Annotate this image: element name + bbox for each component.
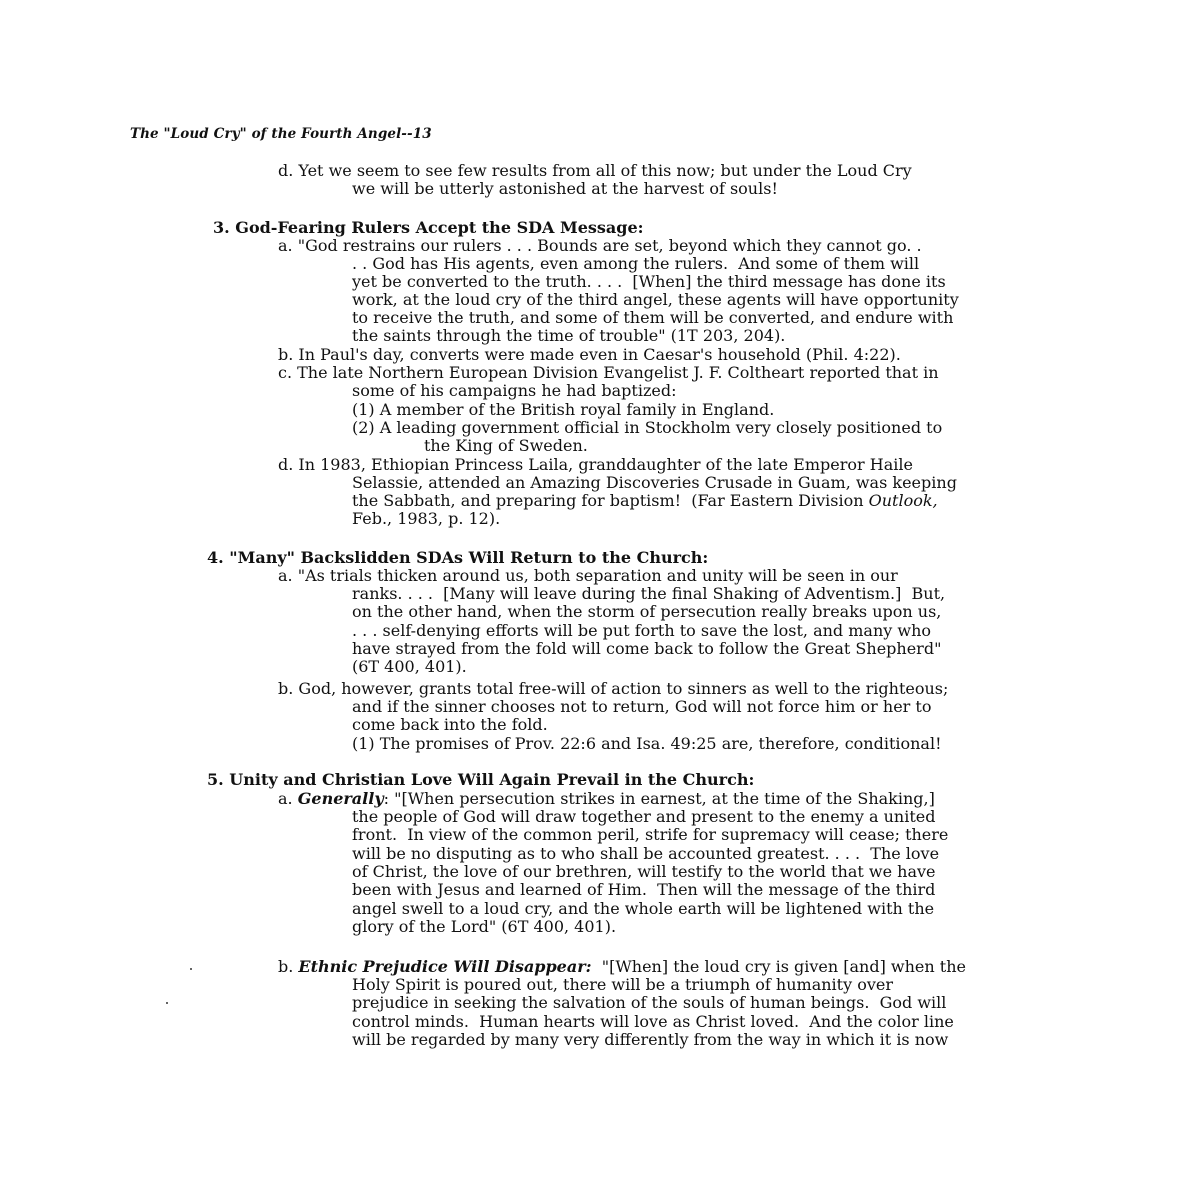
s5-a-line-8: glory of the Lord" (6T 400, 401). — [352, 917, 617, 936]
s4-a-line-6: (6T 400, 401). — [352, 657, 467, 676]
s5-b-line-4: control minds. Human hearts will love as Christ loved. And the color line — [352, 1012, 954, 1031]
section-5-title: 5. Unity and Christian Love Will Again Prevail in the Church: — [207, 770, 755, 789]
s3-d-line-3 — [352, 492, 938, 511]
section-3-title: 3. God-Fearing Rulers Accept the SDA Message: — [213, 218, 644, 237]
scan-speck — [190, 968, 192, 970]
s3-a-line-5: to receive the truth, and some of them will be converted, and endure with — [352, 308, 954, 327]
s5-b-line-2: Holy Spirit is poured out, there will be a triumph of humanity over — [352, 975, 893, 994]
s3-d-outlook: Outlook, — [868, 491, 938, 510]
s3-d-line-3-text: the Sabbath, and preparing for baptism! (Far Eastern Division — [352, 491, 869, 510]
s3-b: b. In Paul's day, converts were made even in Caesar's household (Phil. 4:22). — [278, 345, 901, 364]
s3-a-line-4: work, at the loud cry of the third angel, these agents will have opportunity — [352, 290, 959, 309]
s5-a-line-4: will be no disputing as to who shall be accounted greatest. . . . The love — [352, 844, 940, 863]
s4-a-line-3: on the other hand, when the storm of persecution really breaks upon us, — [352, 602, 942, 621]
s5-a-line-1-text: : "[When persecution strikes in earnest, at the time of the Shaking,] — [383, 789, 935, 808]
s5-a-line-6: been with Jesus and learned of Him. Then will the message of the third — [352, 880, 936, 899]
s5-b-line-3: prejudice in seeking the salvation of the souls of human beings. God will — [352, 993, 947, 1012]
page-header: The "Loud Cry" of the Fourth Angel--13 — [130, 126, 432, 142]
s5-a-line-3: front. In view of the common peril, strife for supremacy will cease; there — [352, 825, 949, 844]
s3-a-line-1: a. "God restrains our rulers . . . Bounds are set, beyond which they cannot go. . — [278, 236, 922, 255]
s5-a-line-1 — [278, 790, 935, 809]
s3-a-line-3: yet be converted to the truth. . . . [When] the third message has done its — [352, 272, 946, 291]
s4-b-line-3: come back into the fold. — [352, 715, 548, 734]
s5-a-line-2: the people of God will draw together and present to the enemy a united — [352, 807, 936, 826]
s3-c2-line-2: the King of Sweden. — [424, 436, 588, 455]
s3-c-line-2: some of his campaigns he had baptized: — [352, 381, 677, 400]
s5-b-label: b. — [278, 957, 299, 976]
s3-c1: (1) A member of the British royal family in England. — [352, 400, 775, 419]
s4-a-line-5: have strayed from the fold will come back to follow the Great Shepherd" — [352, 639, 942, 658]
scan-speck — [166, 1002, 168, 1004]
s3-a-line-6: the saints through the time of trouble" (1T 203, 204). — [352, 326, 786, 345]
s5-b-italic: Ethnic Prejudice Will Disappear: — [298, 957, 592, 976]
top-item-line-1: d. Yet we seem to see few results from all of this now; but under the Loud Cry — [278, 161, 912, 180]
section-4-title: 4. "Many" Backslidden SDAs Will Return to the Church: — [207, 548, 709, 567]
top-item-line-2: we will be utterly astonished at the harvest of souls! — [352, 179, 778, 198]
s5-a-italic: Generally — [297, 789, 384, 808]
s3-a-line-2: . . God has His agents, even among the rulers. And some of them will — [352, 254, 920, 273]
s5-b-line-5: will be regarded by many very differently from the way in which it is now — [352, 1030, 949, 1049]
s4-a-line-2: ranks. . . . [Many will leave during the final Shaking of Adventism.] But, — [352, 584, 946, 603]
s3-d-line-4: Feb., 1983, p. 12). — [352, 509, 501, 528]
s5-b-line-1 — [278, 958, 966, 977]
s4-b-line-2: and if the sinner chooses not to return, God will not force him or her to — [352, 697, 932, 716]
s4-b1: (1) The promises of Prov. 22:6 and Isa. 49:25 are, therefore, conditional! — [352, 734, 942, 753]
s4-a-line-4: . . . self-denying efforts will be put forth to save the lost, and many who — [352, 621, 932, 640]
s5-a-line-7: angel swell to a loud cry, and the whole earth will be lightened with the — [352, 899, 935, 918]
s5-b-line-1-text: "[When] the loud cry is given [and] when the — [591, 957, 966, 976]
s5-a-label: a. — [278, 789, 298, 808]
s3-d-line-2: Selassie, attended an Amazing Discoveries Crusade in Guam, was keeping — [352, 473, 957, 492]
s4-a-line-1: a. "As trials thicken around us, both separation and unity will be seen in our — [278, 566, 898, 585]
s4-b-line-1: b. God, however, grants total free-will of action to sinners as well to the righteous; — [278, 679, 949, 698]
s5-a-line-5: of Christ, the love of our brethren, will testify to the world that we have — [352, 862, 936, 881]
s3-c-line-1: c. The late Northern European Division Evangelist J. F. Coltheart reported that in — [278, 363, 939, 382]
s3-d-line-1: d. In 1983, Ethiopian Princess Laila, granddaughter of the late Emperor Haile — [278, 455, 913, 474]
s3-c2-line-1: (2) A leading government official in Stockholm very closely positioned to — [352, 418, 943, 437]
